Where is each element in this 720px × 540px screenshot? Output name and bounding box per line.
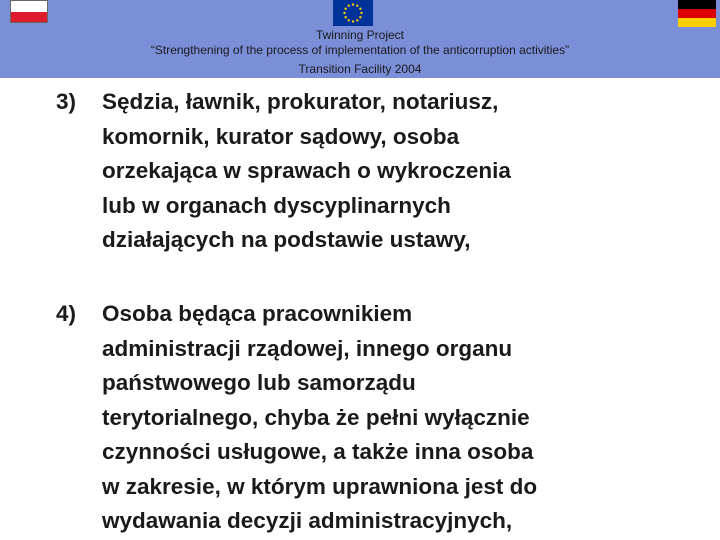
eu-star xyxy=(352,3,354,5)
item-text xyxy=(102,297,712,539)
eu-star xyxy=(348,19,350,21)
eu-star xyxy=(359,16,361,18)
eu-star xyxy=(359,8,361,10)
header-band xyxy=(0,0,720,78)
eu-flag-icon xyxy=(333,0,373,26)
eu-star xyxy=(356,19,358,21)
project-subtitle: “Strengthening of the process of implementation of the anticorruption activities” xyxy=(150,43,570,57)
germany-flag-icon xyxy=(678,0,716,27)
eu-star xyxy=(343,12,345,14)
eu-star xyxy=(344,16,346,18)
eu-star xyxy=(360,12,362,14)
item-number: 3) xyxy=(56,89,77,114)
project-program: Transition Facility 2004 xyxy=(298,62,422,76)
item-line: Osoba będąca pracownikiem xyxy=(102,301,413,326)
item-number: 4) xyxy=(56,301,77,326)
item-line: orzekająca w sprawach o wykroczenia xyxy=(102,158,511,183)
project-title: Twinning Project xyxy=(315,28,405,42)
item-line: działających na podstawie ustawy, xyxy=(102,227,471,252)
item-line: w zakresie, w którym uprawniona jest do xyxy=(102,473,538,499)
eu-star xyxy=(356,4,358,6)
item-line: państwowego lub samorządu xyxy=(102,370,416,395)
item-line: Sędzia, ławnik, prokurator, notariusz, xyxy=(102,89,499,114)
poland-flag-icon xyxy=(10,0,48,23)
item-text xyxy=(102,85,712,258)
eu-star xyxy=(352,20,354,22)
item-line: administracji rządowej, innego organu xyxy=(102,335,513,361)
item-line: czynności usługowe, a także inna osoba xyxy=(102,439,534,464)
item-line: lub w organach dyscyplinarnych xyxy=(102,192,451,218)
item-line: komornik, kurator sądowy, osoba xyxy=(102,123,460,149)
item-line: wydawania decyzji administracyjnych, xyxy=(102,508,513,533)
eu-star xyxy=(348,4,350,6)
item-line: terytorialnego, chyba że pełni wyłącznie xyxy=(102,404,530,430)
eu-star xyxy=(344,8,346,10)
